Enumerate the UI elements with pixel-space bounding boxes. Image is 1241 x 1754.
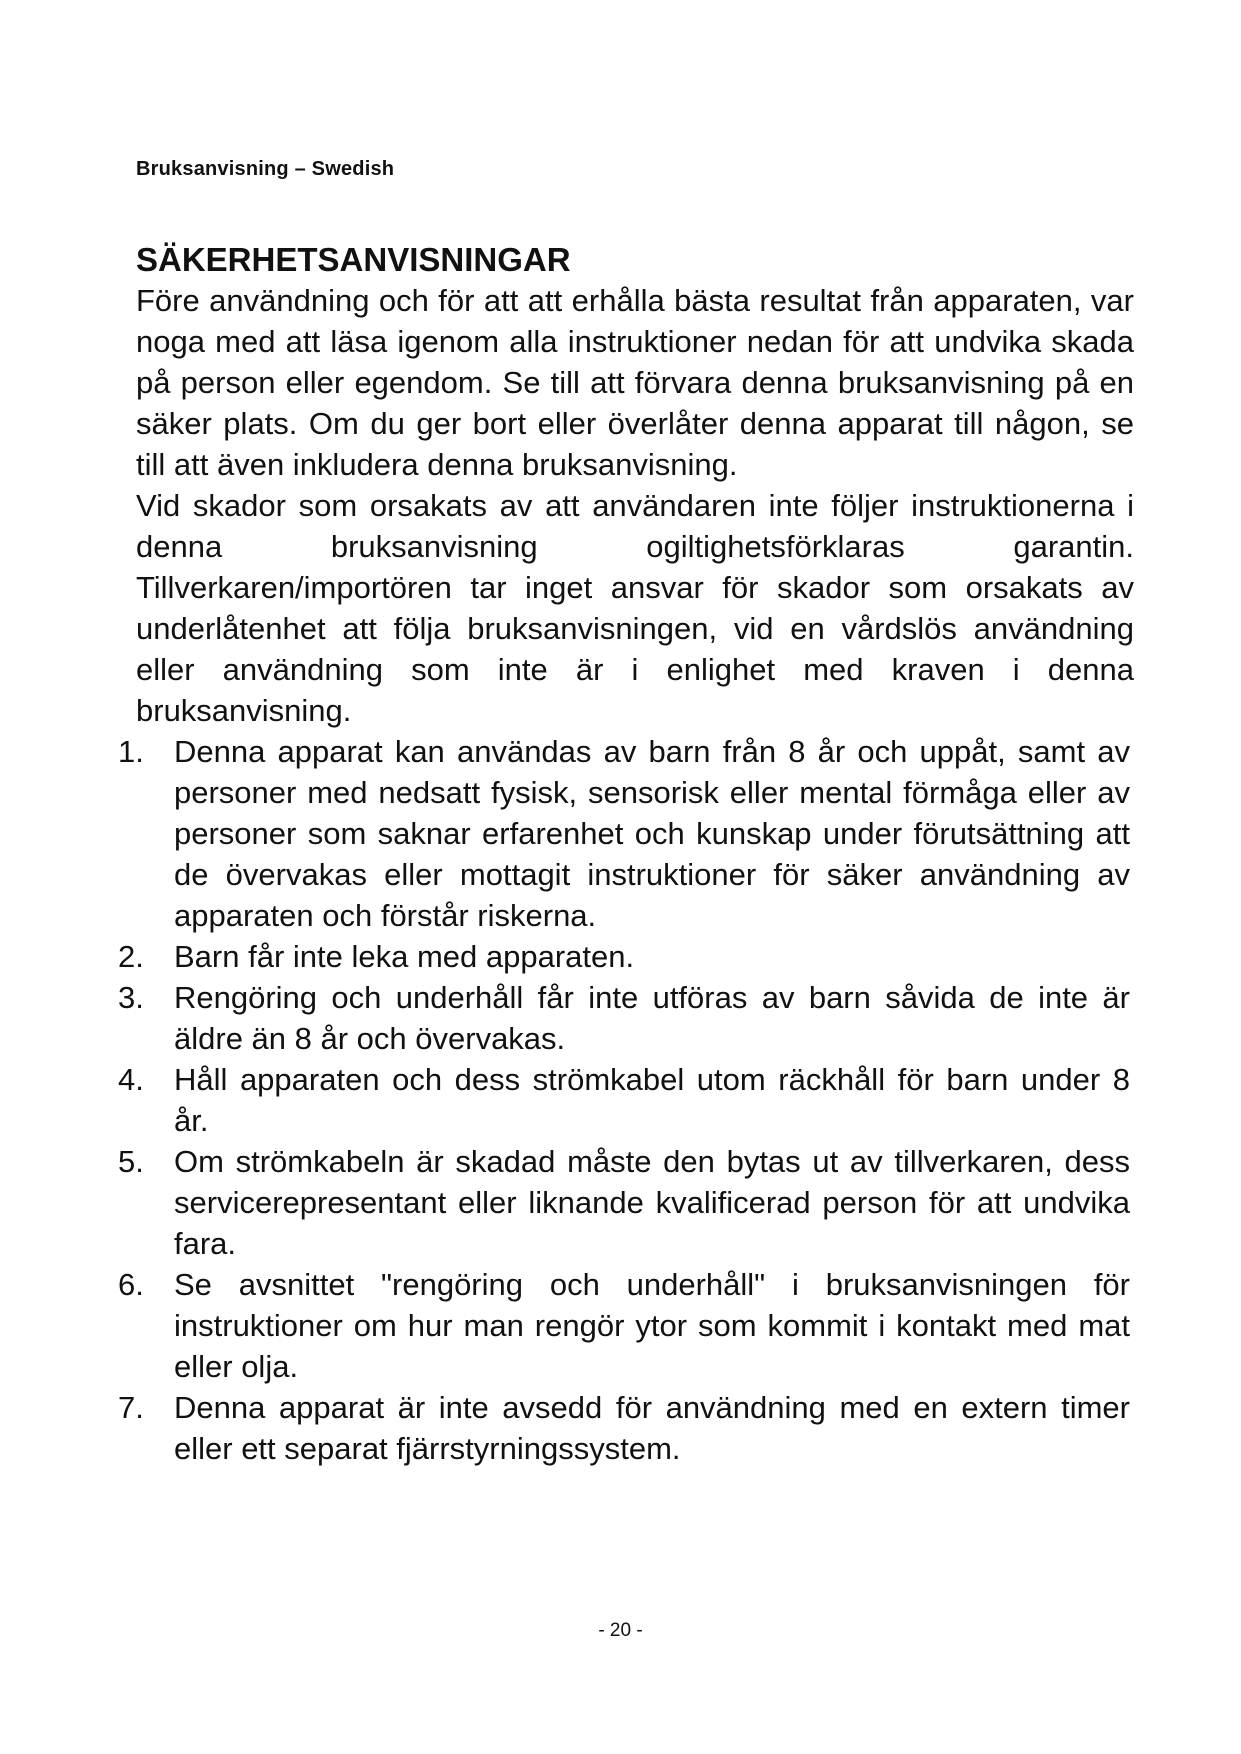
safety-section — [118, 240, 1134, 1469]
warranty-paragraph: Vid skador som orsakats av att användaren inte följer instruktionerna i denna bruksanvisning ogiltighetsförklaras garantin. Tillverkaren/importören tar inget ansvar för skador som orsakats av underlåtenhet att följa bruksanvisningen, vid en vårdslös användning eller användning som inte är i enlighet med kraven i denna bruksanvisning. — [136, 488, 1134, 728]
list-item — [118, 1387, 1134, 1469]
list-text: Barn får inte leka med apparaten. — [174, 939, 635, 974]
list-item — [118, 731, 1134, 936]
list-number: 7. — [118, 1390, 144, 1425]
list-text: Om strömkabeln är skadad måste den bytas ut av tillverkaren, dess servicerepresentant eller liknande kvalificerad person för att undvika fara. — [174, 1144, 1130, 1261]
list-number: 5. — [118, 1144, 144, 1179]
list-number: 2. — [118, 939, 144, 974]
list-number: 1. — [118, 734, 144, 769]
list-item — [118, 936, 1134, 977]
list-number: 6. — [118, 1267, 144, 1302]
list-item — [118, 977, 1134, 1059]
list-item — [118, 1059, 1134, 1141]
list-item — [118, 1264, 1134, 1387]
list-number: 4. — [118, 1062, 144, 1097]
page-number: - 20 - — [598, 1620, 643, 1641]
list-text: Denna apparat kan användas av barn från 8 år och uppåt, samt av personer med nedsatt fysisk, sensorisk eller mental förmåga eller av personer som saknar erfarenhet och kunskap under förutsättning att de övervakas eller mottagit instruktioner för säker användning av apparaten och förstår riskerna. — [174, 734, 1130, 933]
list-item — [118, 1141, 1134, 1264]
page-header: Bruksanvisning – Swedish — [136, 158, 395, 180]
section-title: SÄKERHETSANVISNINGAR — [136, 241, 571, 278]
list-text: Denna apparat är inte avsedd för användning med en extern timer eller ett separat fjärrstyrningssystem. — [174, 1390, 1130, 1466]
list-text: Håll apparaten och dess strömkabel utom räckhåll för barn under 8 år. — [174, 1062, 1130, 1138]
list-number: 3. — [118, 980, 144, 1015]
safety-list — [118, 731, 1134, 1469]
intro-paragraph: Före användning och för att att erhålla bästa resultat från apparaten, var noga med att läsa igenom alla instruktioner nedan för att undvika skada på person eller egendom. Se till att förvara denna bruksanvisning på en säker plats. Om du ger bort eller överlåter denna apparat till någon, se till att även inkludera denna bruksanvisning. — [136, 283, 1134, 482]
list-text: Rengöring och underhåll får inte utföras av barn såvida de inte är äldre än 8 år och övervakas. — [174, 980, 1130, 1056]
list-text: Se avsnittet "rengöring och underhåll" i bruksanvisningen för instruktioner om hur man rengör ytor som kommit i kontakt med mat eller olja. — [174, 1267, 1130, 1384]
